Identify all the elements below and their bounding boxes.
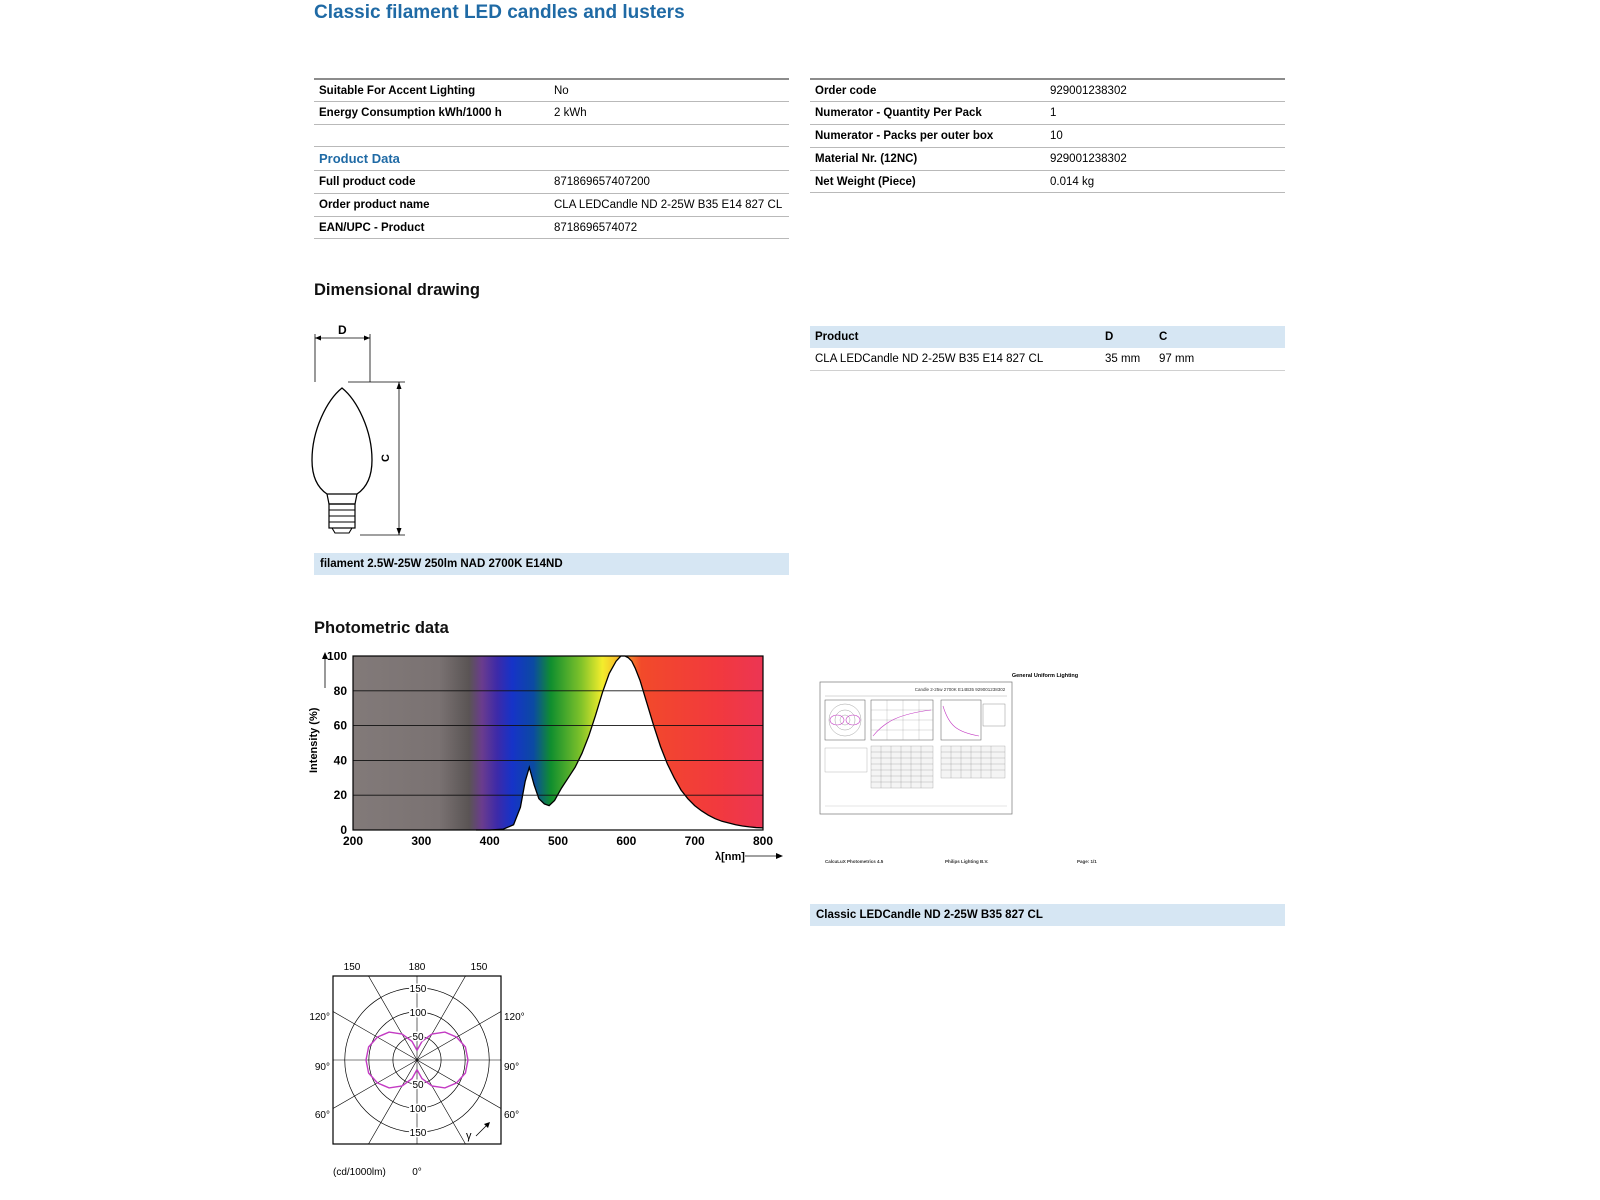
spec-value: 929001238302 — [1045, 147, 1285, 170]
drawing-caption: filament 2.5W-25W 250lm NAD 2700K E14ND — [314, 553, 789, 575]
table-row-blank — [314, 125, 789, 147]
right-spec-table — [810, 78, 1285, 193]
table-row — [810, 125, 1285, 148]
table-row — [314, 171, 789, 194]
polar-angle-label-left-120: 120° — [309, 1012, 330, 1023]
spectrum-xtick-label: 400 — [479, 834, 500, 848]
thumb-footer-right: Page: 1/1 — [1077, 859, 1097, 864]
left-spec-table — [314, 78, 789, 239]
thumb-subtitle: Candle 2-25w 2700K E14B35 929001238302 — [914, 687, 1006, 692]
spec-value: No — [549, 79, 789, 102]
polar-radial-tick-label: 150 — [409, 983, 427, 995]
spectrum-xtick-label: 800 — [752, 834, 774, 848]
spec-key: Order code — [810, 79, 1045, 102]
spec-value: CLA LEDCandle ND 2-25W B35 E14 827 CL — [549, 193, 789, 216]
page-title: Classic filament LED candles and lusters — [314, 2, 685, 23]
polar-radial-tick-label: 50 — [412, 1080, 424, 1092]
table-cell: 97 mm — [1154, 348, 1285, 370]
polar-radial-tick-label: 50 — [412, 1031, 424, 1043]
spec-value: 929001238302 — [1045, 79, 1285, 102]
spec-key: Numerator - Packs per outer box — [810, 125, 1045, 148]
table-row — [314, 216, 789, 239]
column-header: C — [1154, 326, 1285, 348]
table-row — [810, 348, 1285, 370]
section-row — [314, 147, 789, 171]
table-row — [810, 102, 1285, 125]
spectrum-xtick-label: 300 — [411, 834, 432, 848]
spectrum-ytick-label: 80 — [333, 683, 347, 698]
spectrum-ytick-label: 0 — [340, 823, 347, 837]
spectrum-ytick-label: 60 — [333, 718, 347, 733]
right-arrow-icon — [776, 853, 783, 859]
spec-value: 871869657407200 — [549, 171, 789, 194]
dim-label-c: C — [380, 454, 392, 462]
spectrum-xtick-label: 700 — [684, 834, 705, 848]
spec-key: Material Nr. (12NC) — [810, 147, 1045, 170]
thumb-footer-mid: Philips Lighting B.V. — [945, 859, 989, 864]
candle-drawing — [305, 322, 425, 552]
table-row — [810, 170, 1285, 193]
spec-key: Numerator - Quantity Per Pack — [810, 102, 1045, 125]
spec-value: 2 kWh — [549, 102, 789, 125]
table-header-row — [810, 326, 1285, 348]
polar-angle-label-top-right: 150 — [470, 962, 488, 973]
polar-angle-label-right-120: 120° — [504, 1012, 525, 1023]
table-cell: 35 mm — [1100, 348, 1154, 370]
polar-radial-tick-label: 150 — [409, 1128, 427, 1140]
table-row — [810, 79, 1285, 102]
spectrum-ytick-label: 40 — [333, 753, 347, 768]
photometric-report-thumbnail — [815, 666, 1105, 872]
spec-key: Full product code — [314, 171, 549, 194]
polar-gamma-label: γ — [466, 1130, 472, 1142]
spectrum-xtick-label: 600 — [616, 834, 637, 848]
table-row — [314, 102, 789, 125]
polar-angle-label-top-left: 150 — [343, 962, 361, 973]
polar-intensity-chart — [306, 958, 536, 1184]
photometric-caption: Classic LEDCandle ND 2-25W B35 827 CL — [810, 904, 1285, 926]
spectrum-xtick-label: 200 — [342, 834, 364, 848]
polar-radial-tick-label: 100 — [409, 1104, 427, 1116]
table-cell: CLA LEDCandle ND 2-25W B35 E14 827 CL — [810, 348, 1100, 370]
spec-key: Order product name — [314, 193, 549, 216]
thumb-footer-left: CalcuLuX Photometrics 4.5 — [825, 859, 884, 864]
spectrum-ytick-label: 20 — [333, 788, 347, 803]
dimension-table — [810, 326, 1285, 371]
spec-value: 0.014 kg — [1045, 170, 1285, 193]
spec-key: Net Weight (Piece) — [810, 170, 1045, 193]
column-header: Product — [810, 326, 1100, 348]
table-row — [314, 79, 789, 102]
section-title: Product Data — [314, 147, 789, 171]
thumb-header: General Uniform Lighting — [1011, 673, 1079, 679]
polar-angle-label-left-90: 90° — [314, 1062, 330, 1073]
spectrum-ytick-label: 100 — [326, 652, 347, 663]
table-row — [810, 147, 1285, 170]
spectrum-chart — [305, 652, 795, 884]
polar-bottom-label: 0° — [412, 1167, 422, 1178]
table-row — [314, 193, 789, 216]
spec-key: Energy Consumption kWh/1000 h — [314, 102, 549, 125]
photometric-heading: Photometric data — [314, 619, 449, 637]
polar-angle-label-right-90: 90° — [504, 1062, 520, 1073]
polar-radial-tick-label: 100 — [409, 1007, 427, 1019]
dim-label-d: D — [338, 323, 347, 337]
polar-unit-label: (cd/1000lm) — [333, 1167, 386, 1178]
polar-angle-label-left-60: 60° — [314, 1110, 330, 1121]
spec-key: EAN/UPC - Product — [314, 216, 549, 239]
spec-value: 10 — [1045, 125, 1285, 148]
polar-angle-label-right-60: 60° — [504, 1110, 520, 1121]
spectrum-xlabel: λ[nm] — [715, 851, 745, 863]
spectrum-xtick-label: 500 — [547, 834, 569, 848]
polar-angle-label-top-center: 180 — [408, 962, 426, 973]
spec-key: Suitable For Accent Lighting — [314, 79, 549, 102]
column-header: D — [1100, 326, 1154, 348]
spec-value: 8718696574072 — [549, 216, 789, 239]
spec-value: 1 — [1045, 102, 1285, 125]
spectrum-ylabel: Intensity (%) — [308, 707, 320, 773]
dimensional-heading: Dimensional drawing — [314, 281, 480, 299]
